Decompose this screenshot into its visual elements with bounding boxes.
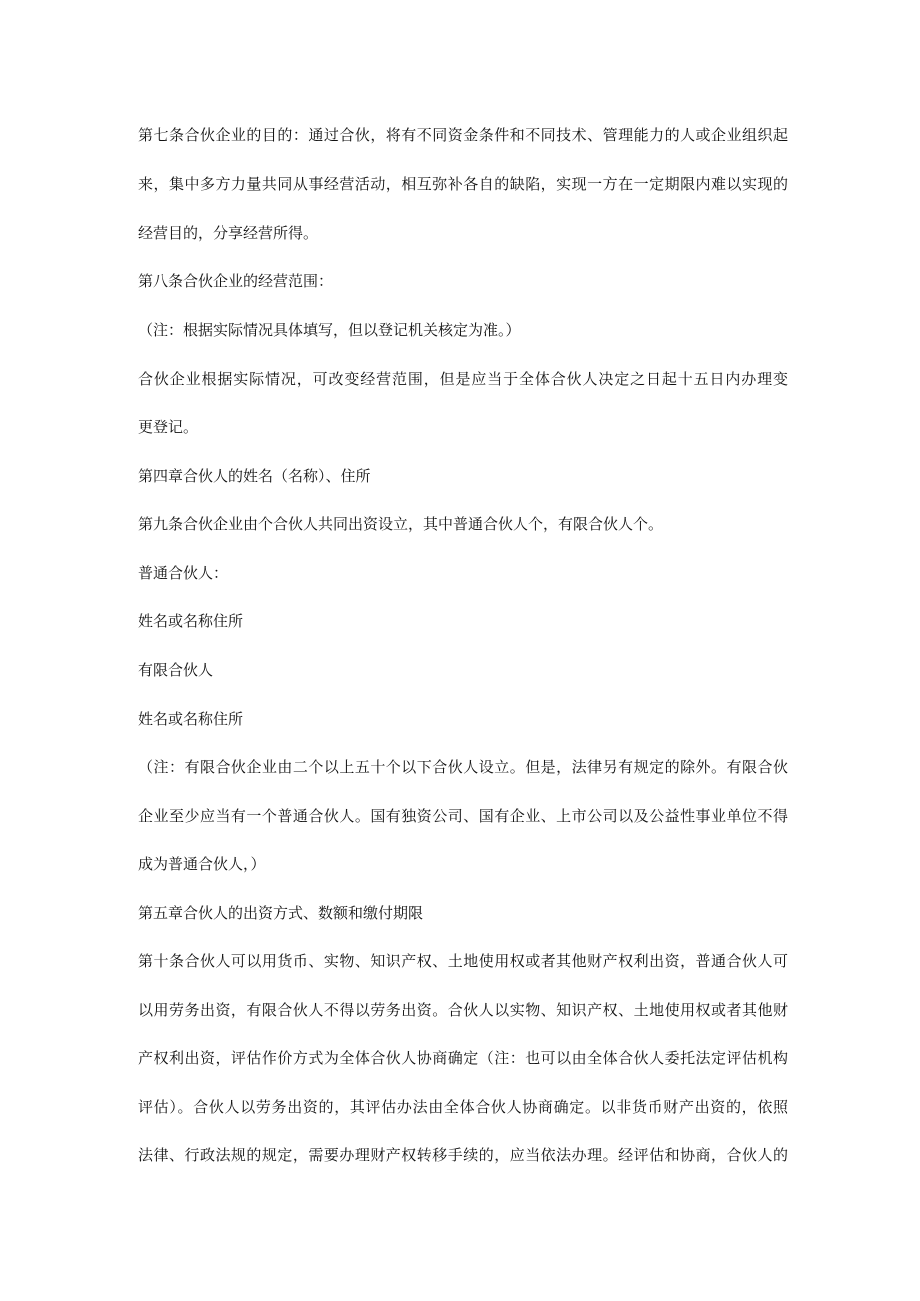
limited-partner-label: 有限合伙人 — [138, 661, 214, 679]
limited-partner-fields: 姓名或名称住所 — [138, 710, 244, 728]
article-7-line-1: 第七条合伙企业的目的：通过合伙，将有不同资金条件和不同技术、管理能力的人或企业组织起 — [138, 126, 788, 144]
article-8-note: （注：根据实际情况具体填写，但以登记机关核定为准。） — [138, 321, 521, 339]
article-10-line-1: 第十条合伙人可以用货币、实物、知识产权、土地使用权或者其他财产权利出资，普通合伙人可 — [138, 952, 788, 970]
article-10-line-4: 评估）。合伙人以劳务出资的，其评估办法由全体合伙人协商确定。以非货币财产出资的，依照 — [138, 1098, 788, 1116]
partner-note-line-3: 成为普通合伙人，） — [138, 855, 266, 873]
article-9-text: 第九条合伙企业由个合伙人共同出资设立，其中普通合伙人个，有限合伙人个。 — [138, 515, 664, 533]
article-10-line-5: 法律、行政法规的规定，需要办理财产权转移手续的，应当依法办理。经评估和协商，合伙人的 — [138, 1146, 788, 1164]
chapter-4-heading: 第四章合伙人的姓名（名称）、住所 — [138, 467, 371, 485]
article-10-line-2: 以用劳务出资，有限合伙人不得以劳务出资。合伙人以实物、知识产权、土地使用权或者其他财 — [138, 1001, 788, 1019]
article-7-line-2: 来，集中多方力量共同从事经营活动，相互弥补各自的缺陷，实现一方在一定期限内难以实现的 — [138, 175, 788, 193]
article-8-text-line-2: 更登记。 — [138, 418, 199, 436]
article-7-line-3: 经营目的，分享经营所得。 — [138, 224, 319, 242]
general-partner-fields: 姓名或名称住所 — [138, 612, 244, 630]
article-8-text-line-1: 合伙企业根据实际情况，可改变经营范围，但是应当于全体合伙人决定之日起十五日内办理变 — [138, 370, 788, 388]
general-partner-label: 普通合伙人： — [138, 564, 229, 582]
article-8-heading: 第八条合伙企业的经营范围： — [138, 272, 334, 290]
chapter-5-heading: 第五章合伙人的出资方式、数额和缴付期限 — [138, 904, 424, 922]
article-10-line-3: 产权利出资，评估作价方式为全体合伙人协商确定（注：也可以由全体合伙人委托法定评估机构 — [138, 1049, 788, 1067]
partner-note-line-1: （注：有限合伙企业由二个以上五十个以下合伙人设立。但是，法律另有规定的除外。有限合伙 — [138, 758, 788, 776]
partner-note-line-2: 企业至少应当有一个普通合伙人。国有独资公司、国有企业、上市公司以及公益性事业单位不得 — [138, 807, 788, 825]
